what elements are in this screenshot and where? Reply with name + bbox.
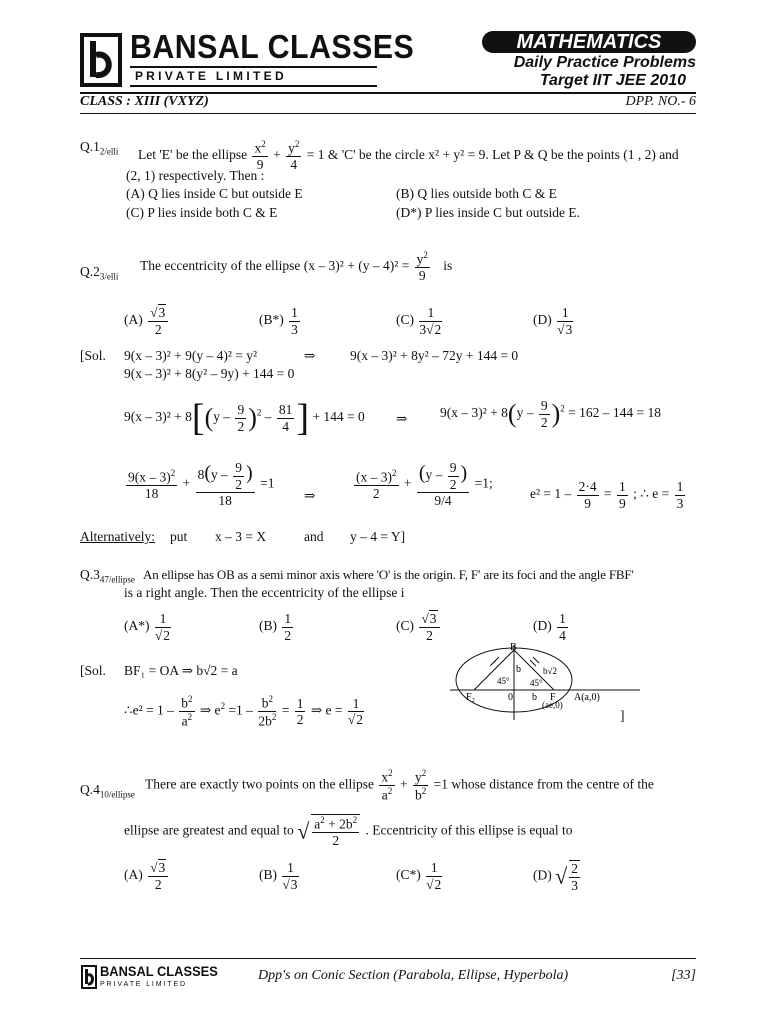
q1-text-cont: (2, 1) respectively. Then :: [126, 168, 265, 183]
implies-icon: ⇒: [304, 488, 316, 503]
q4-option-d: (D) √ $\frac{2}{3}$: [533, 861, 578, 893]
logo-subtitle: P R I V A T E L I M I T E D: [135, 69, 284, 83]
class-label: CLASS : XIII (VXYZ): [80, 94, 209, 109]
q2-text: The eccentricity of the ellipse (x – 3)² + (y – 4)² = $\frac{y^2}{9}$ is: [140, 250, 453, 284]
q4-option-b: (B) $\frac{1}{√3}$: [259, 860, 298, 892]
q2-alt-y: y – 4 = Y]: [350, 529, 406, 544]
q4-text-cont: ellipse are greatest and equal to √ $\frac{a^2 + 2b^2}{2}$ . Eccentricity of this ellipse is equal to: [124, 815, 573, 849]
fig-label-bsqrt2: b√2: [543, 666, 557, 676]
dpp-subtitle-2: Target IIT JEE 2010: [539, 72, 686, 89]
q1-number: $Q.1_{2/elli}$: [80, 139, 119, 157]
q3-option-d: (D) $\frac{1}{4}$: [533, 611, 566, 643]
q2-sol-line4-b: $\frac{(x - 3)^2}{2}$ + (y – $\frac{9}{2}$ ) 9/4 =1;: [356, 460, 493, 509]
q2-sol-line1b: 9(x – 3)² + 8y² – 72y + 144 = 0: [350, 348, 519, 363]
fig-label-45a: 45°: [497, 676, 510, 686]
subject-badge: MATHEMATICS: [482, 31, 696, 53]
q1-option-d: (D*) P lies inside C but outside E.: [396, 205, 580, 220]
q2-sol-line3-left: 9(x – 3)² + 8[(y – $\frac{9}{2}$ )$^2$ – $\frac{81}{4}$ ] + 144 = 0: [124, 397, 365, 439]
q2-alt-label: Alternatively:: [80, 529, 155, 544]
q1-option-b: (B) Q lies outside both C & E: [396, 186, 557, 201]
q2-alt-x: x – 3 = X: [215, 529, 267, 544]
q3-solution-label: [Sol.: [80, 663, 106, 678]
logo-title: BANSAL CLASSES: [130, 28, 415, 65]
fig-label-b2: b: [532, 692, 537, 703]
fig-label-ae: (ae,0): [542, 700, 563, 710]
q2-sol-line3-right: 9(x – 3)² + 8(y – $\frac{9}{2}$ )$^2$ = 162 – 144 = 18: [440, 398, 661, 430]
q2-sol-line4-a: $\frac{9(x - 3)^2}{18}$ + 8(y – $\frac{9}{2}$ ) 18 =1: [128, 460, 275, 509]
q2-sol-line1a: 9(x – 3)² + 9(y – 4)² = y²: [124, 348, 258, 363]
implies-icon: ⇒: [304, 348, 316, 363]
q2-alt-put: put: [170, 529, 188, 544]
page-number: [33]: [671, 968, 696, 983]
q3-sol-line2: ∴e² = 1 – $\frac{b^2}{a^2}$ ⇒ $e^2 =1$ – $\frac{b^2}{2b^2}$ = $\frac{1}{2}$ ⇒ e = $\frac{1}{√2}$: [124, 694, 364, 729]
q3-text: An ellipse has OB as a semi minor axis where 'O' is the origin. F, F′ are its foci and the angle FBF′: [143, 567, 634, 582]
ellipse-figure: [450, 640, 640, 720]
fig-label-F2: F₂: [466, 692, 476, 703]
dpp-number: DPP. NO.- 6: [625, 94, 696, 109]
implies-icon: ⇒: [396, 411, 408, 426]
q4-text: There are exactly two points on the ellipse $\frac{x^2}{a^2}$ + $\frac{y^2}{b^2}$ =1 whose distance from the centre of the: [145, 768, 654, 803]
q2-solution-label: [Sol.: [80, 348, 106, 363]
q2-option-c: (C) $\frac{1}{3√2}$: [396, 305, 442, 337]
q1-option-a: (A) Q lies inside C but outside E: [126, 186, 303, 201]
q4-option-c: (C*) $\frac{1}{√2}$: [396, 860, 442, 892]
q4-number: $Q.4_{10/ellipse}$: [80, 782, 135, 800]
q2-sol-line4-c: e² = 1 – $\frac{2\cdot 4}{9}$ = $\frac{1}{9}$ ; ∴ e = $\frac{1}{3}$: [530, 479, 684, 511]
q2-sol-line2: 9(x – 3)² + 8(y² – 9y) + 144 = 0: [124, 366, 295, 381]
q1-text: Let 'E' be the ellipse $\frac{x^2}{9}$ + $\frac{y^2}{4}$ = 1 & 'C' be the circle x² + y² = 9. Let P & Q be the points (1 , 2) and: [138, 139, 679, 173]
q2-number: $Q.2_{3/elli}$: [80, 264, 119, 282]
fig-label-O: 0: [508, 692, 513, 703]
q2-option-b: (B*) $\frac{1}{3}$: [259, 305, 298, 337]
fig-label-45b: 45°: [530, 678, 543, 688]
fig-label-B: B: [510, 642, 517, 653]
q2-option-d: (D) $\frac{1}{√3}$: [533, 305, 573, 337]
q1-option-c: (C) P lies inside both C & E: [126, 205, 278, 220]
fig-label-b1: b: [516, 664, 521, 675]
footer-logo-subtitle: P R I V A T E L I M I T E D: [100, 981, 186, 988]
q2-alt-and: and: [304, 529, 324, 544]
q4-option-a: (A) $\frac{√3}{2}$: [124, 860, 170, 892]
q3-sol-line1: BF₁ = OA ⇒ b√2 = a: [124, 663, 238, 678]
footer-text: Dpp's on Conic Section (Parabola, Ellipse, Hyperbola): [258, 968, 569, 983]
q3-sol-close: ]: [620, 708, 625, 723]
q3-text-cont: is a right angle. Then the eccentricity of the ellipse i: [124, 585, 405, 600]
bansal-logo-icon: [80, 33, 122, 87]
fig-label-F1: F: [550, 692, 556, 703]
q3-option-a: (A*) $\frac{1}{√2}$: [124, 611, 171, 643]
footer-logo-title: BANSAL CLASSES: [100, 963, 218, 979]
q3-option-b: (B) $\frac{1}{2}$: [259, 611, 292, 643]
q3-number: $Q.3_{47/ellipse}$: [80, 567, 135, 585]
bansal-logo-small-icon: [81, 965, 97, 989]
fig-label-A: A(a,0): [574, 692, 600, 703]
q2-option-a: (A) $\frac{√3}{2}$: [124, 305, 170, 337]
q3-option-c: (C) $\frac{√3}{2}$: [396, 611, 442, 643]
dpp-subtitle-1: Daily Practice Problems: [513, 54, 696, 71]
